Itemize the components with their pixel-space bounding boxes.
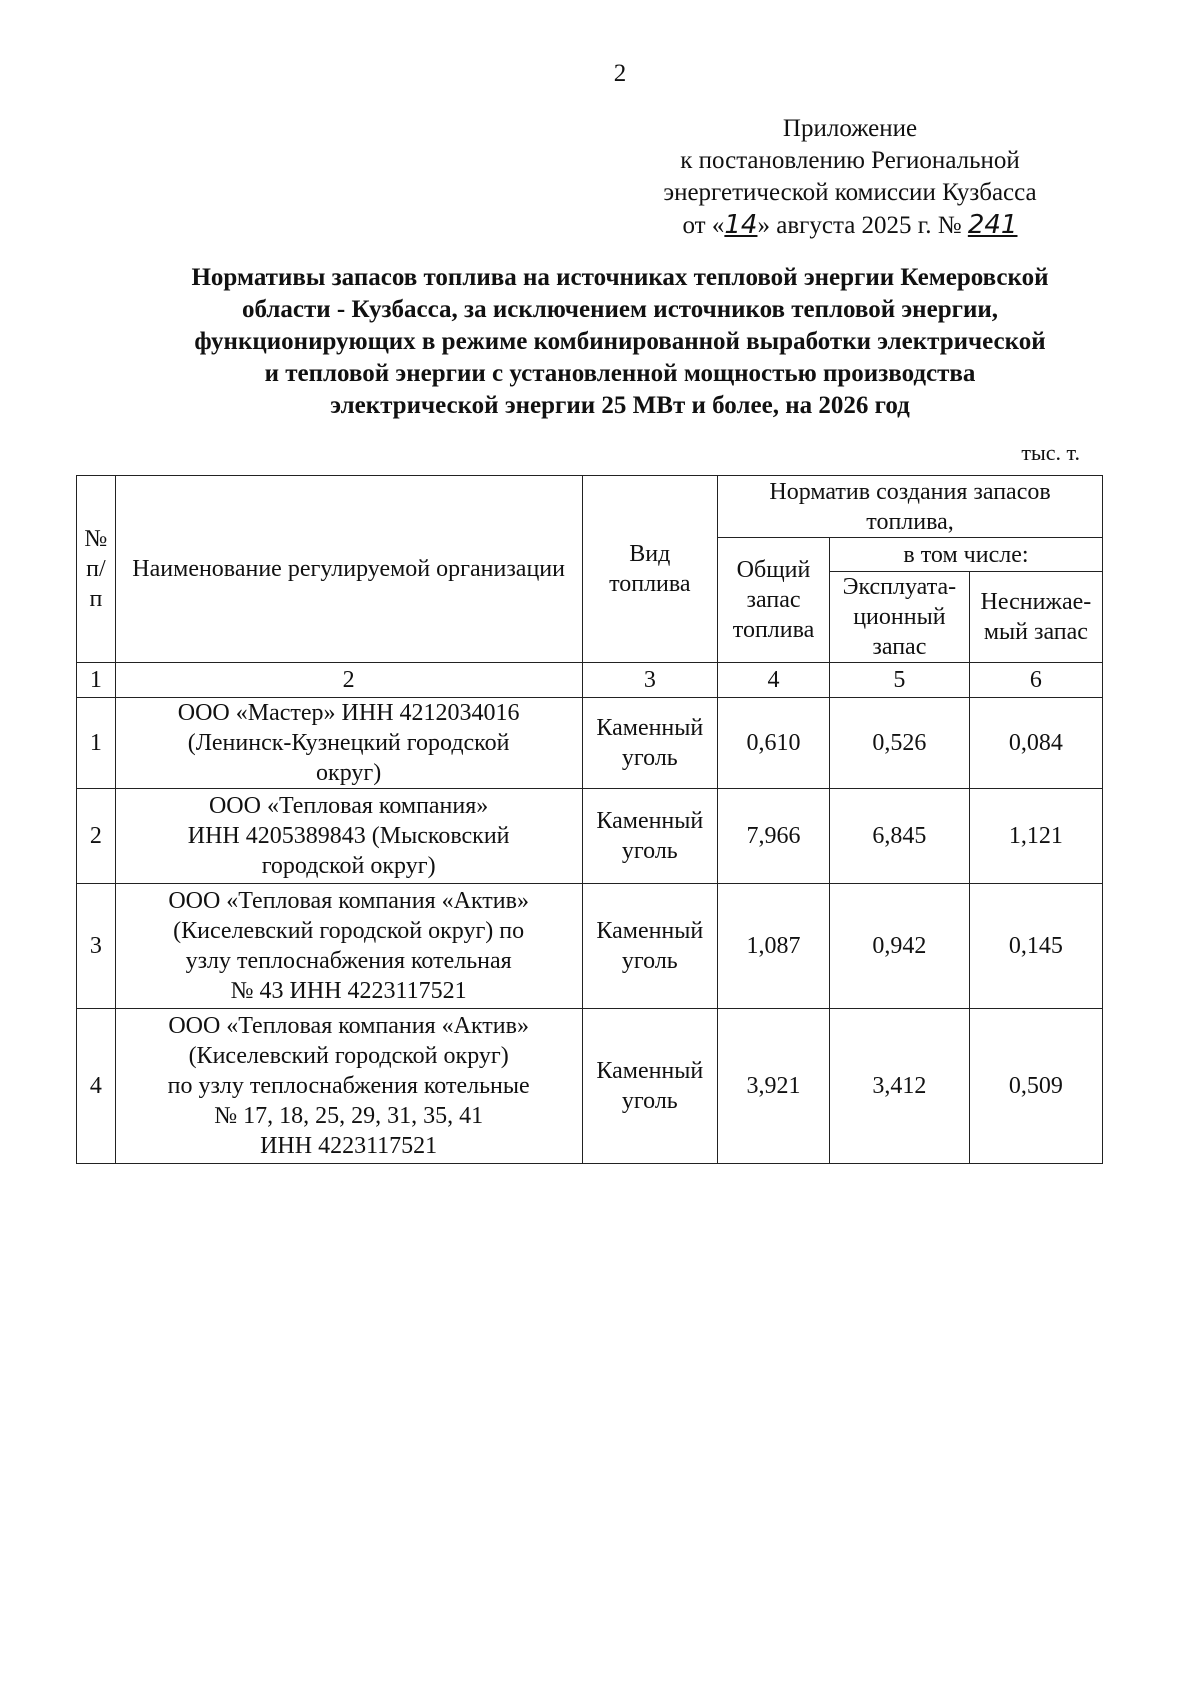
header-operational: Эксплуата-ционный запас (829, 572, 969, 663)
column-number: 2 (115, 663, 582, 698)
column-number: 1 (77, 663, 116, 698)
name-line: № 43 ИНН 4223117521 (230, 978, 467, 1004)
header-num: № п/п (77, 476, 116, 663)
name-line: ИНН 4205389843 (Мысковский (187, 823, 510, 849)
fuel-norms-table (76, 475, 1103, 1164)
fuel-type: Каменный уголь (582, 698, 718, 789)
column-number: 4 (718, 663, 830, 698)
fuel-type: Каменный уголь (582, 1009, 718, 1164)
document-title (120, 262, 1120, 422)
name-line: ООО «Тепловая компания» (208, 793, 489, 819)
name-line: округ) (316, 760, 382, 786)
total-reserve: 3,921 (718, 1009, 830, 1164)
header-minimal: Неснижае-мый запас (969, 572, 1102, 663)
decree-number-handwritten: 241 (967, 210, 1018, 240)
table-row (77, 1009, 1103, 1164)
column-number: 6 (969, 663, 1102, 698)
name-line: № 17, 18, 25, 29, 31, 35, 41 (214, 1103, 484, 1129)
title-line-4: и тепловой энергии с установленной мощностью производства (264, 360, 976, 387)
total-reserve: 1,087 (718, 884, 830, 1009)
name-line: городской округ) (261, 853, 436, 879)
column-number-row (77, 663, 1103, 698)
column-number: 3 (582, 663, 718, 698)
name-line: (Киселевский городской округ) (188, 1043, 509, 1069)
appendix-line-1: Приложение (782, 115, 918, 142)
name-line: ИНН 4223117521 (260, 1133, 438, 1159)
operational-reserve: 0,526 (829, 698, 969, 789)
minimal-reserve: 0,509 (969, 1009, 1102, 1164)
fuel-type: Каменный уголь (582, 789, 718, 884)
organization-name (115, 1009, 582, 1164)
minimal-reserve: 1,121 (969, 789, 1102, 884)
appendix-block (600, 113, 1100, 242)
name-line: ООО «Тепловая компания «Актив» (168, 888, 529, 914)
operational-reserve: 3,412 (829, 1009, 969, 1164)
header-including: в том числе: (829, 538, 1102, 572)
operational-reserve: 6,845 (829, 789, 969, 884)
title-line-1: Нормативы запасов топлива на источниках тепловой энергии Кемеровской (191, 264, 1049, 291)
name-line: по узлу теплоснабжения котельные (167, 1073, 530, 1099)
table-row (77, 789, 1103, 884)
minimal-reserve: 0,084 (969, 698, 1102, 789)
row-num: 1 (77, 698, 116, 789)
name-line: ООО «Мастер» ИНН 4212034016 (177, 700, 520, 726)
date-day-handwritten: 14 (724, 210, 758, 240)
title-line-5: электрической энергии 25 МВт и более, на 2026 год (330, 392, 910, 419)
row-num: 2 (77, 789, 116, 884)
organization-name (115, 789, 582, 884)
name-line: узлу теплоснабжения котельная (185, 948, 512, 974)
header-total: Общий запас топлива (718, 538, 830, 663)
unit-label: тыс. т. (1021, 440, 1080, 465)
organization-name (115, 698, 582, 789)
row-num: 3 (77, 884, 116, 1009)
column-number: 5 (829, 663, 969, 698)
title-line-3: функционирующих в режиме комбинированной выработки электрической (194, 328, 1046, 355)
operational-reserve: 0,942 (829, 884, 969, 1009)
appendix-line-3: энергетической комиссии Кузбасса (663, 179, 1037, 206)
total-reserve: 7,966 (718, 789, 830, 884)
title-line-2: области - Кузбасса, за исключением источников тепловой энергии, (241, 296, 999, 323)
name-line: (Ленинск-Кузнецкий городской (187, 730, 510, 756)
name-line: ООО «Тепловая компания «Актив» (168, 1013, 529, 1039)
table-row (77, 884, 1103, 1009)
row-num: 4 (77, 1009, 116, 1164)
appendix-line-2: к постановлению Региональной (680, 147, 1020, 174)
appendix-date-line (600, 209, 1100, 242)
header-norm-group: Норматив создания запасов топлива, (718, 476, 1103, 538)
name-line: (Киселевский городской округ) по (173, 918, 525, 944)
page-number: 2 (613, 60, 627, 87)
date-middle: » августа 2025 г. № (757, 212, 962, 239)
fuel-type: Каменный уголь (582, 884, 718, 1009)
header-name: Наименование регулируемой организации (115, 476, 582, 663)
table-row (77, 698, 1103, 789)
date-prefix: от « (682, 212, 725, 239)
organization-name (115, 884, 582, 1009)
header-fuel: Вид топлива (582, 476, 718, 663)
total-reserve: 0,610 (718, 698, 830, 789)
minimal-reserve: 0,145 (969, 884, 1102, 1009)
